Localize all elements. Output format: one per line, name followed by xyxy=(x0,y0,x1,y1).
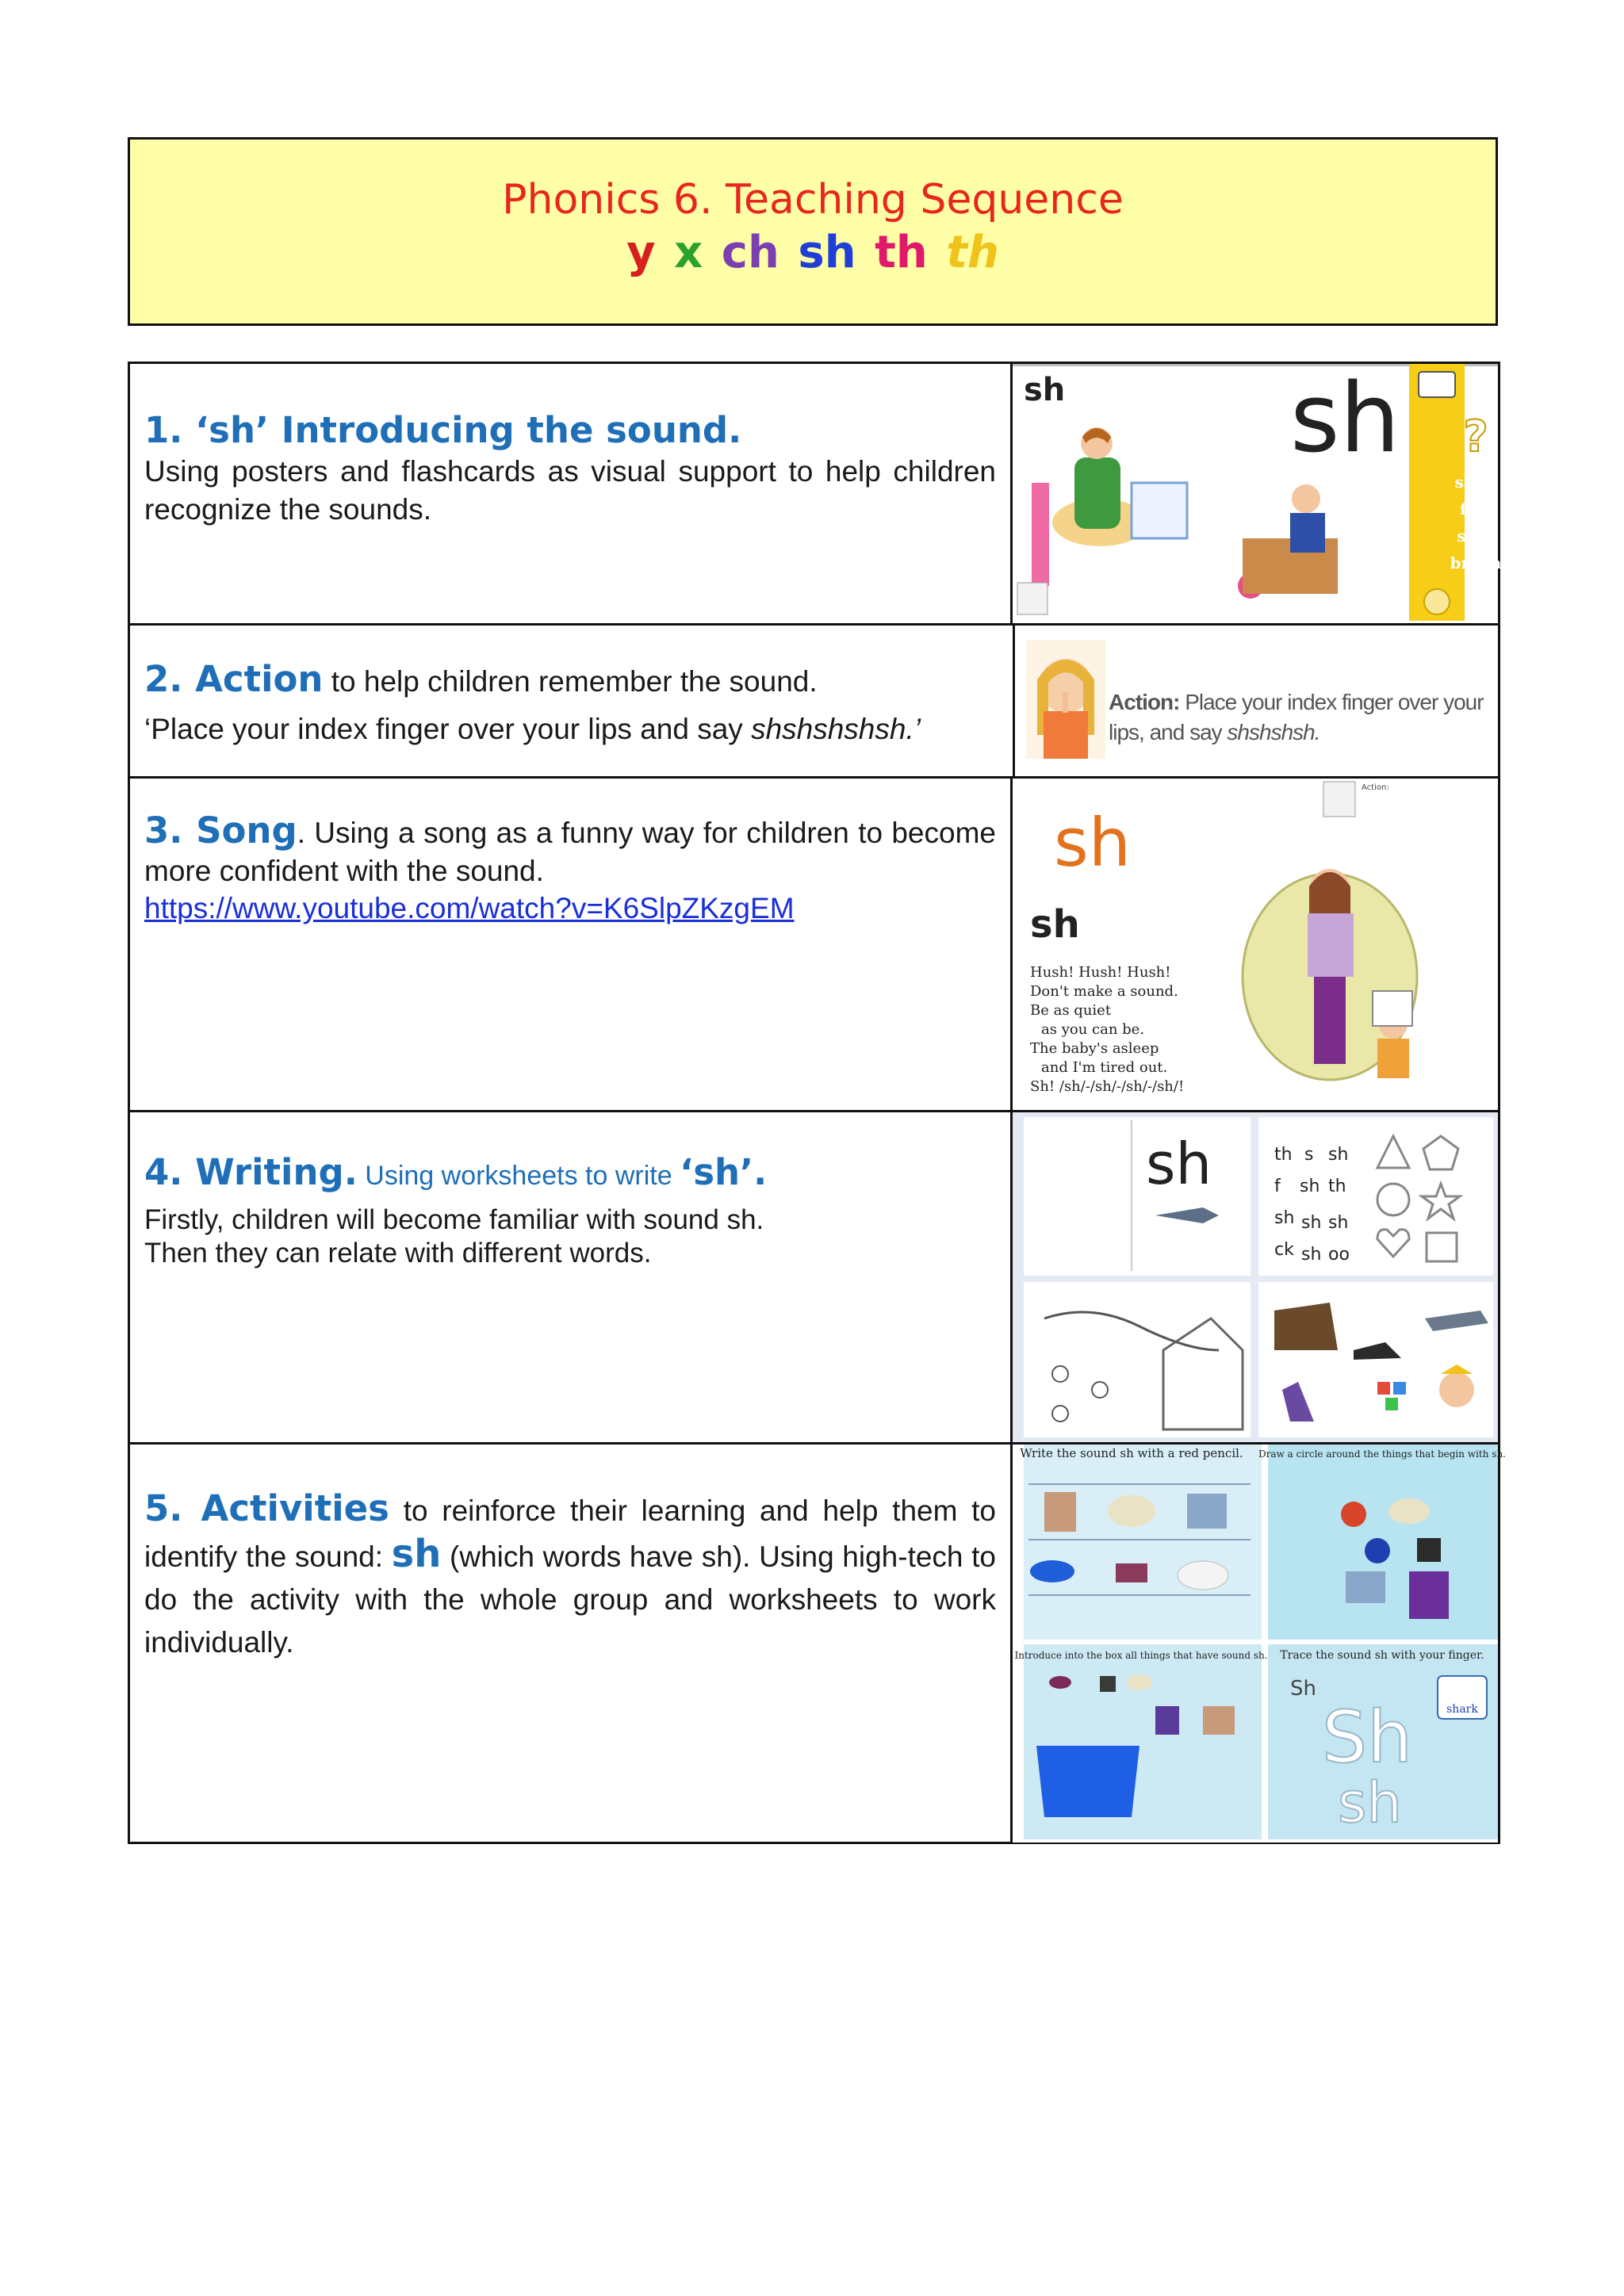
grid-cell-12: oo xyxy=(1328,1245,1350,1265)
grid-cell-9: sh xyxy=(1328,1213,1349,1233)
action-sound: shshshshsh.’ xyxy=(751,713,921,745)
trace-big-lower: sh xyxy=(1338,1770,1402,1835)
trace-big-upper: Sh xyxy=(1322,1696,1413,1779)
activities-image xyxy=(1013,1445,1507,1842)
activities-sound: sh xyxy=(391,1532,442,1576)
activities-text-b: (which words have sh). Using high-tech to do the activity with the whole group and worksheets to work individually. xyxy=(144,1540,996,1659)
action-caption-text: Place your index finger over your lips, and say xyxy=(1109,690,1484,744)
poster-big-letters: sh xyxy=(1290,364,1400,474)
action-card-image xyxy=(1015,626,1498,776)
grid-cell-8: sh xyxy=(1301,1213,1322,1233)
song-link-line xyxy=(144,890,996,927)
grid-cell-7: sh xyxy=(1274,1208,1295,1228)
grid-cell-4: f xyxy=(1274,1177,1281,1196)
activities-text-a: to reinforce their learning and help them to identify the sound: xyxy=(144,1494,996,1573)
action-caption-sound: shshshsh. xyxy=(1227,720,1320,744)
grid-cell-6: th xyxy=(1328,1177,1346,1196)
poster-word-brush: brush xyxy=(1450,553,1502,572)
row-action xyxy=(130,623,1498,776)
row-text xyxy=(130,626,1015,776)
worksheets-collage xyxy=(1013,1112,1498,1442)
row-song xyxy=(130,776,1498,1110)
action-instruction: ‘Place your index finger over your lips and say xyxy=(144,713,752,745)
song-illustration xyxy=(1013,779,1498,1110)
grid-cell-11: sh xyxy=(1301,1245,1322,1265)
shark-word-card: shark xyxy=(1446,1703,1478,1716)
poster-small-letters: sh xyxy=(1024,372,1066,408)
row-text xyxy=(130,364,1013,623)
writing-line-2: Then they can relate with different words. xyxy=(144,1238,652,1269)
activity-instruction-2: Draw a circle around the things that begin with sh. xyxy=(1258,1448,1507,1460)
row-body: Using posters and flashcards as visual support to help children recognize the sounds. xyxy=(144,455,996,526)
row-heading-line xyxy=(144,1150,996,1203)
row-heading-tail: Using worksheets to write xyxy=(357,1161,680,1191)
teaching-sequence-table xyxy=(128,362,1507,1844)
song-lyric-2: Don't make a sound. xyxy=(1030,983,1178,1000)
song-lyric-7: Sh! /sh/-/sh/-/sh/-/sh/! xyxy=(1030,1078,1185,1095)
row-heading-line xyxy=(144,657,998,710)
grid-cell-10: ck xyxy=(1274,1240,1294,1260)
row-heading: 2. Action xyxy=(144,658,324,700)
grid-cell-2: s xyxy=(1304,1145,1314,1165)
action-label: Action: xyxy=(1109,690,1180,714)
grid-cell-1: th xyxy=(1274,1145,1293,1165)
child-finger-lips-picture xyxy=(1026,640,1105,759)
row-heading: 4. Writing. xyxy=(144,1151,358,1193)
sh-poster-image xyxy=(1013,364,1502,623)
title-box xyxy=(128,137,1498,326)
song-letters: sh xyxy=(1030,902,1080,947)
row-heading-end: ‘sh’. xyxy=(680,1151,768,1193)
worksheet-letters: sh xyxy=(1146,1131,1212,1197)
poster-word-fish: fish xyxy=(1459,499,1492,519)
youtube-song-link[interactable]: https://www.youtube.com/watch?v=K6SlpZKzgEM xyxy=(144,892,795,924)
row-activities xyxy=(130,1442,1507,1842)
grid-cell-5: sh xyxy=(1300,1177,1320,1196)
worksheets-image xyxy=(1013,1112,1498,1442)
row-writing xyxy=(130,1110,1498,1442)
sound-ch: ch xyxy=(721,227,779,278)
row-heading: 3. Song xyxy=(144,809,297,851)
song-lyric-6: and I'm tired out. xyxy=(1041,1059,1168,1076)
row-introducing xyxy=(130,364,1502,623)
poster-illustration xyxy=(1013,364,1502,621)
writing-line-1: Firstly, children will become familiar with sound sh. xyxy=(144,1204,764,1235)
row-body xyxy=(144,710,998,748)
poster-word-shop: shop xyxy=(1454,473,1497,492)
song-big-letters: sh xyxy=(1054,804,1132,882)
trace-small: Sh xyxy=(1290,1677,1316,1701)
row-heading-line xyxy=(144,809,996,890)
activity-instruction-3: Introduce into the box all things that have sound sh. xyxy=(1014,1650,1268,1661)
song-page-image xyxy=(1013,779,1498,1110)
row-text xyxy=(130,1112,1013,1442)
sound-x: x xyxy=(674,227,703,278)
row-heading: 1. ‘sh’ Introducing the sound. xyxy=(144,409,742,451)
song-lyric-1: Hush! Hush! Hush! xyxy=(1030,964,1171,981)
grid-cell-3: sh xyxy=(1328,1145,1349,1165)
question-mark-icon: ? xyxy=(1463,411,1488,461)
song-lyric-3: Be as quiet xyxy=(1030,1002,1112,1019)
sound-sh: sh xyxy=(798,227,856,278)
row-text xyxy=(130,779,1013,1110)
row-heading-tail: . Using a song as a funny way for children to become more confident with the sound. xyxy=(144,817,996,887)
activities-collage xyxy=(1013,1445,1507,1843)
row-heading-tail: to help children remember the sound. xyxy=(323,665,818,698)
action-caption xyxy=(1109,687,1489,748)
sound-th-voiced: th xyxy=(946,227,999,278)
row-heading: 5. Activities xyxy=(144,1487,389,1529)
poster-word-ship: ship xyxy=(1457,526,1495,545)
row-text xyxy=(130,1445,1013,1842)
page-title: Phonics 6. Teaching Sequence xyxy=(502,176,1124,224)
row-body xyxy=(144,1487,996,1664)
activity-instruction-4: Trace the sound sh with your finger. xyxy=(1280,1649,1484,1662)
song-lyric-5: The baby's asleep xyxy=(1030,1040,1159,1057)
sound-y: y xyxy=(626,227,656,278)
activity-instruction-1: Write the sound sh with a red pencil. xyxy=(1020,1446,1243,1460)
song-lyric-4: as you can be. xyxy=(1041,1021,1145,1038)
sound-th: th xyxy=(875,227,928,278)
title-sounds xyxy=(130,225,1496,281)
song-action-note: Action: xyxy=(1362,783,1389,792)
